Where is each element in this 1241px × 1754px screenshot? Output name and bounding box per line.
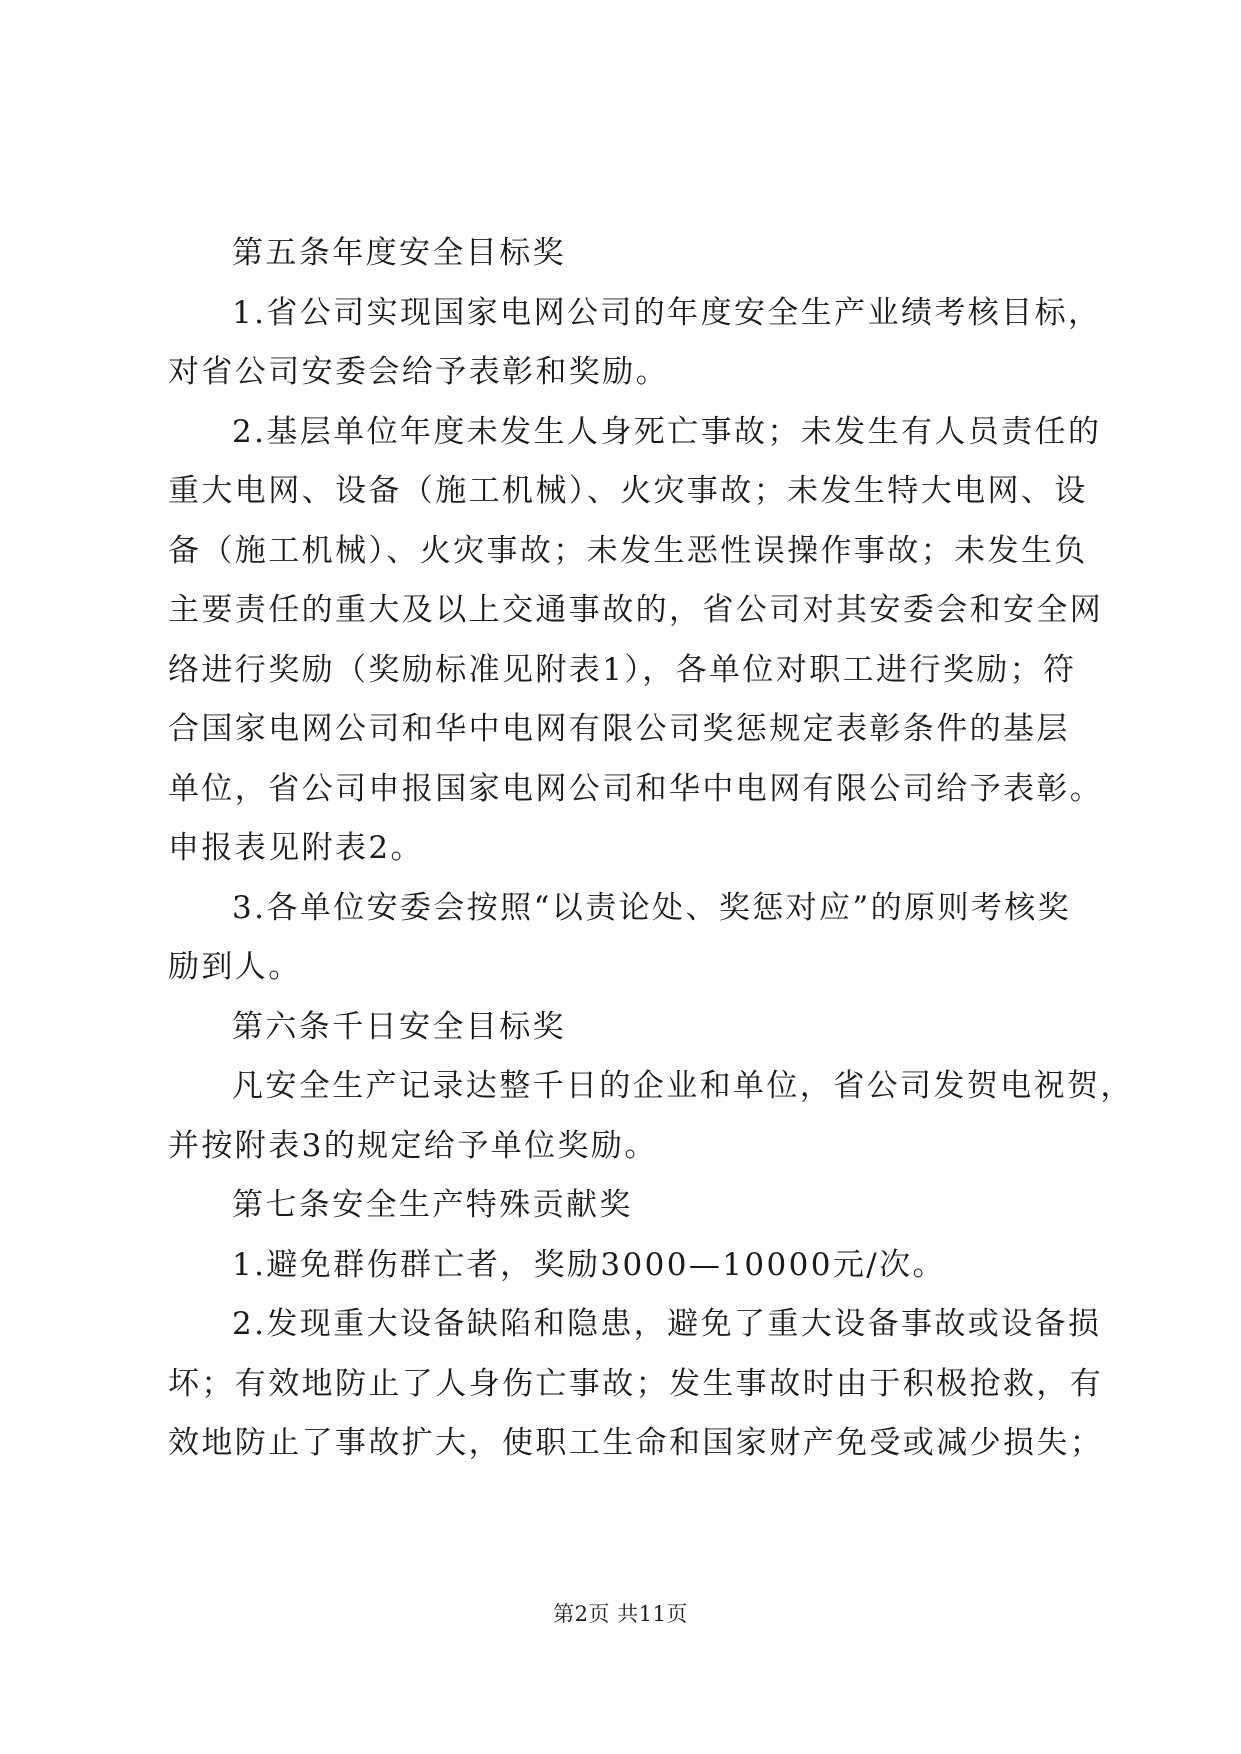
page-number-footer: 第2页 共11页 <box>553 1602 688 1626</box>
paragraph-line: 2.基层单位年度未发生人身死亡事故；未发生有人员责任的 <box>232 414 1102 450</box>
paragraph-line: 1.避免群伤群亡者，奖励3000—10000元/次。 <box>232 1247 946 1283</box>
article-5-heading: 第五条年度安全目标奖 <box>232 235 566 271</box>
paragraph-line: 备（施工机械）、火灾事故；未发生恶性误操作事故；未发生负 <box>168 533 1088 569</box>
paragraph-line: 申报表见附表2。 <box>168 830 424 866</box>
paragraph-line: 络进行奖励（奖励标准见附表1），各单位对职工进行奖励；符 <box>168 652 1077 688</box>
paragraph-line: 并按附表3的规定给予单位奖励。 <box>168 1128 658 1164</box>
paragraph-line: 重大电网、设备（施工机械）、火灾事故；未发生特大电网、设 <box>168 473 1088 509</box>
paragraph-line: 合国家电网公司和华中电网有限公司奖惩规定表彰条件的基层 <box>168 711 1070 747</box>
paragraph-line: 凡安全生产记录达整千日的企业和单位，省公司发贺电祝贺， <box>232 1068 1134 1104</box>
paragraph-line: 坏；有效地防止了人身伤亡事故；发生事故时由于积极抢救，有 <box>168 1366 1104 1402</box>
paragraph-line: 3.各单位安委会按照“以责论处、奖惩对应”的原则考核奖 <box>232 890 1072 926</box>
article-7-heading: 第七条安全生产特殊贡献奖 <box>232 1187 633 1223</box>
article-6-heading: 第六条千日安全目标奖 <box>232 1009 566 1045</box>
paragraph-line: 2.发现重大设备缺陷和隐患，避免了重大设备事故或设备损 <box>232 1306 1102 1342</box>
paragraph-line: 效地防止了事故扩大，使职工生命和国家财产免受或减少损失； <box>168 1425 1104 1461</box>
paragraph-line: 单位，省公司申报国家电网公司和华中电网有限公司给予表彰。 <box>168 771 1104 807</box>
paragraph-line: 1.省公司实现国家电网公司的年度安全生产业绩考核目标， <box>232 295 1102 331</box>
paragraph-line: 对省公司安委会给予表彰和奖励。 <box>168 354 669 390</box>
paragraph-line: 励到人。 <box>168 949 302 985</box>
paragraph-line: 主要责任的重大及以上交通事故的，省公司对其安委会和安全网 <box>168 592 1104 628</box>
